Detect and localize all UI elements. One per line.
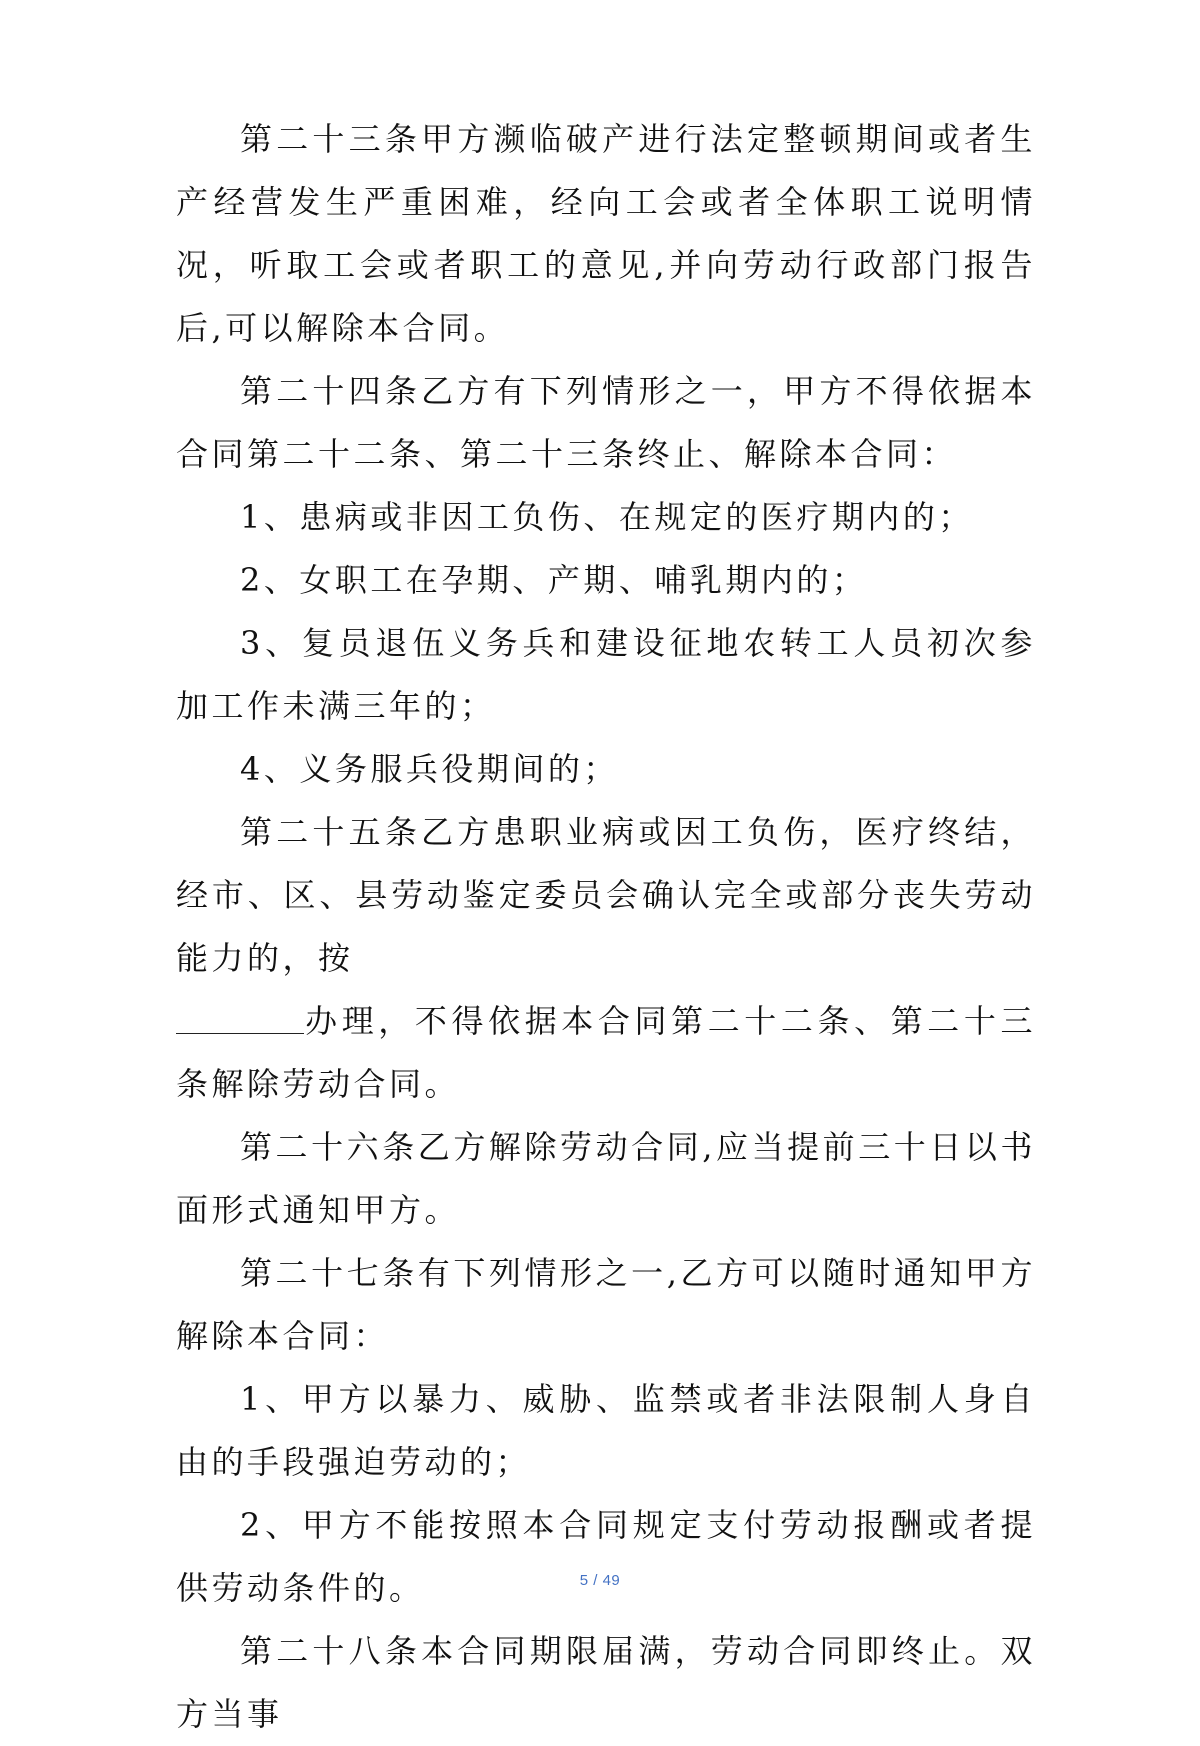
paragraph-article-26: 第二十六条乙方解除劳动合同,应当提前三十日以书面形式通知甲方。 xyxy=(176,1128,1036,1229)
paragraph-article-23: 第二十三条甲方濒临破产进行法定整顿期间或者生产经营发生严重困难，经向工会或者全体职工说明情况，听取工会或者职工的意见,并向劳动行政部门报告后,可以解除本合同。 xyxy=(176,120,1036,347)
fill-in-blank xyxy=(176,1003,304,1034)
paragraph-article-27: 第二十七条有下列情形之一,乙方可以随时通知甲方解除本合同： xyxy=(176,1254,1036,1355)
paragraph-article-28: 第二十八条本合同期限届满，劳动合同即终止。双方当事 xyxy=(176,1632,1036,1733)
list-item-1: 1、患病或非因工负伤、在规定的医疗期内的； xyxy=(240,498,974,536)
list-item-1-article-27: 1、甲方以暴力、威胁、监禁或者非法限制人身自由的手段强迫劳动的； xyxy=(176,1380,1036,1481)
document-body xyxy=(176,108,1036,1746)
paragraph-article-25: 第二十五条乙方患职业病或因工负伤，医疗终结，经市、区、县劳动鉴定委员会确认完全或部分丧失劳动能力的，按 xyxy=(176,813,1036,977)
page-number: 5 / 49 xyxy=(579,1572,621,1589)
list-item-2: 2、女职工在孕期、产期、哺乳期内的； xyxy=(240,561,868,599)
list-item-2-article-27: 2、甲方不能按照本合同规定支付劳动报酬或者提供劳动条件的。 xyxy=(176,1506,1036,1607)
paragraph-article-25-continued xyxy=(176,990,1036,1116)
paragraph-article-25-tail: 办理，不得依据本合同第二十二条、第二十三条解除劳动合同。 xyxy=(176,1002,1036,1103)
paragraph-article-24: 第二十四条乙方有下列情形之一，甲方不得依据本合同第二十二条、第二十三条终止、解除本合同： xyxy=(176,372,1036,473)
list-item-3: 3、复员退伍义务兵和建设征地农转工人员初次参加工作未满三年的； xyxy=(176,624,1036,725)
list-item-4: 4、义务服兵役期间的； xyxy=(240,750,619,788)
